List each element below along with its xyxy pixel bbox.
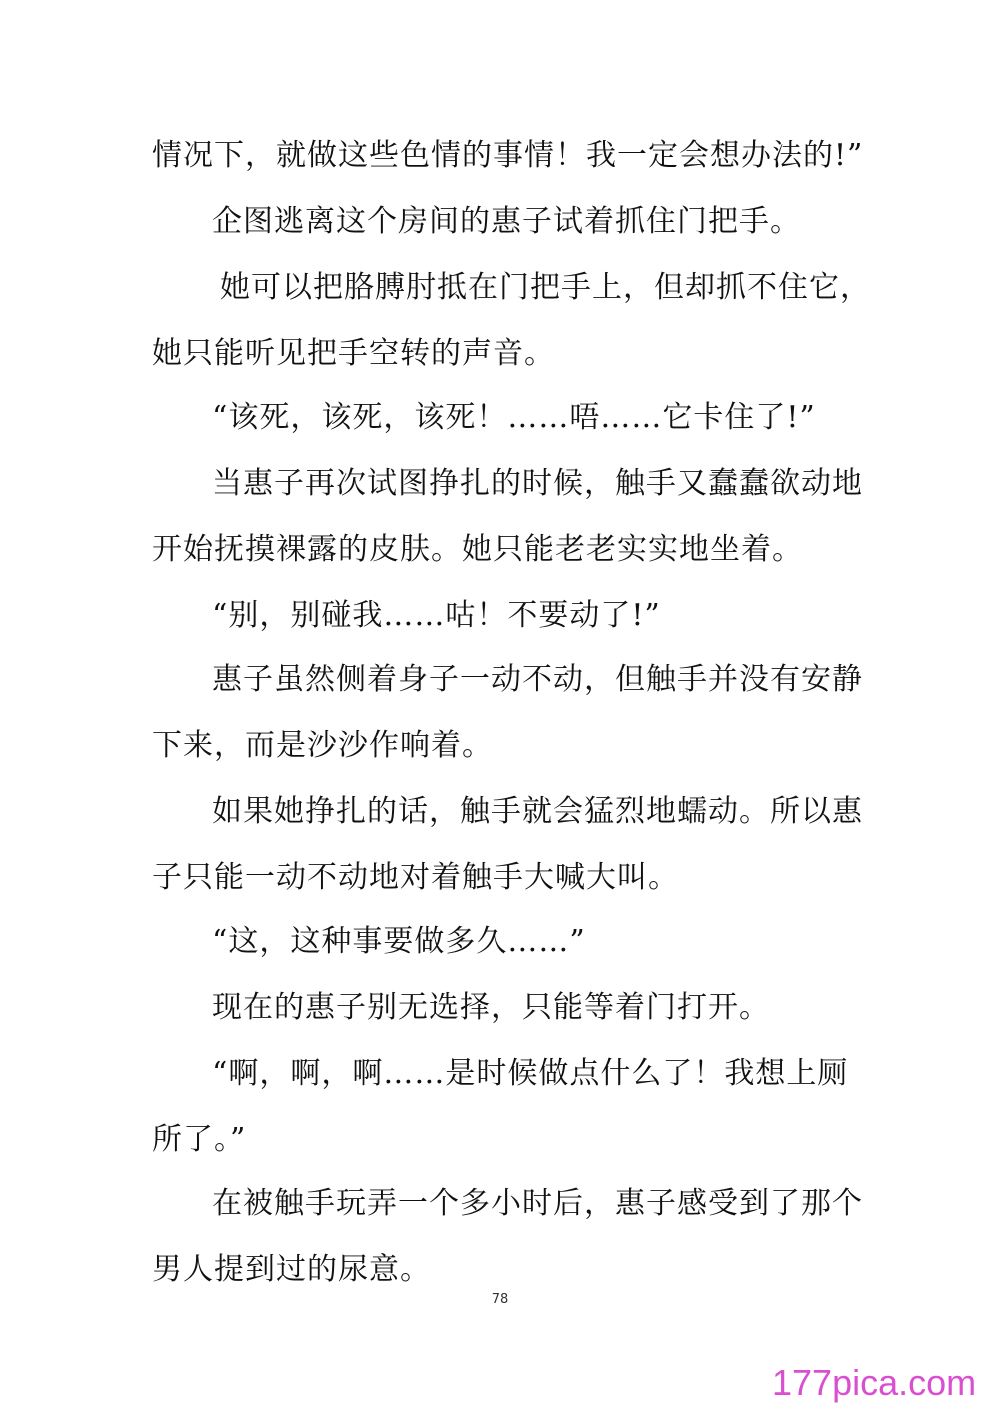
text-line-10: 下来，而是沙沙作响着。 <box>152 728 493 763</box>
text-line-12: 子只能一动不动地对着触手大喊大叫。 <box>152 860 679 895</box>
text-line-13: “这，这种事要做多久……” <box>212 924 586 959</box>
text-line-4: 她只能听见把手空转的声音。 <box>152 336 555 371</box>
page-number: 78 <box>491 1292 509 1307</box>
text-line-3: 她可以把胳膊肘抵在门把手上，但却抓不住它， <box>220 270 871 305</box>
text-line-8: “别，别碰我……咕！不要动了!” <box>212 598 661 633</box>
text-line-6: 当惠子再次试图挣扎的时候，触手又蠢蠢欲动地 <box>212 466 863 501</box>
text-line-11: 如果她挣扎的话，触手就会猛烈地蠕动。所以惠 <box>212 794 863 829</box>
watermark-text: 177pica.com <box>772 1362 977 1403</box>
text-line-2: 企图逃离这个房间的惠子试着抓住门把手。 <box>212 204 801 239</box>
text-line-9: 惠子虽然侧着身子一动不动，但触手并没有安静 <box>212 662 863 697</box>
text-line-5: “该死，该死，该死！……唔……它卡住了!” <box>212 400 816 435</box>
text-line-17: 在被触手玩弄一个多小时后，惠子感受到了那个 <box>212 1186 863 1221</box>
text-line-7: 开始抚摸裸露的皮肤。她只能老老实实地坐着。 <box>152 532 803 567</box>
text-line-1: 情况下，就做这些色情的事情！我一定会想办法的!” <box>152 138 864 173</box>
text-line-15: “啊，啊，啊……是时候做点什么了！我想上厕 <box>212 1056 849 1091</box>
text-line-16: 所了。” <box>152 1122 247 1157</box>
text-line-14: 现在的惠子别无选择，只能等着门打开。 <box>212 990 770 1025</box>
text-line-18: 男人提到过的尿意。 <box>152 1252 431 1287</box>
